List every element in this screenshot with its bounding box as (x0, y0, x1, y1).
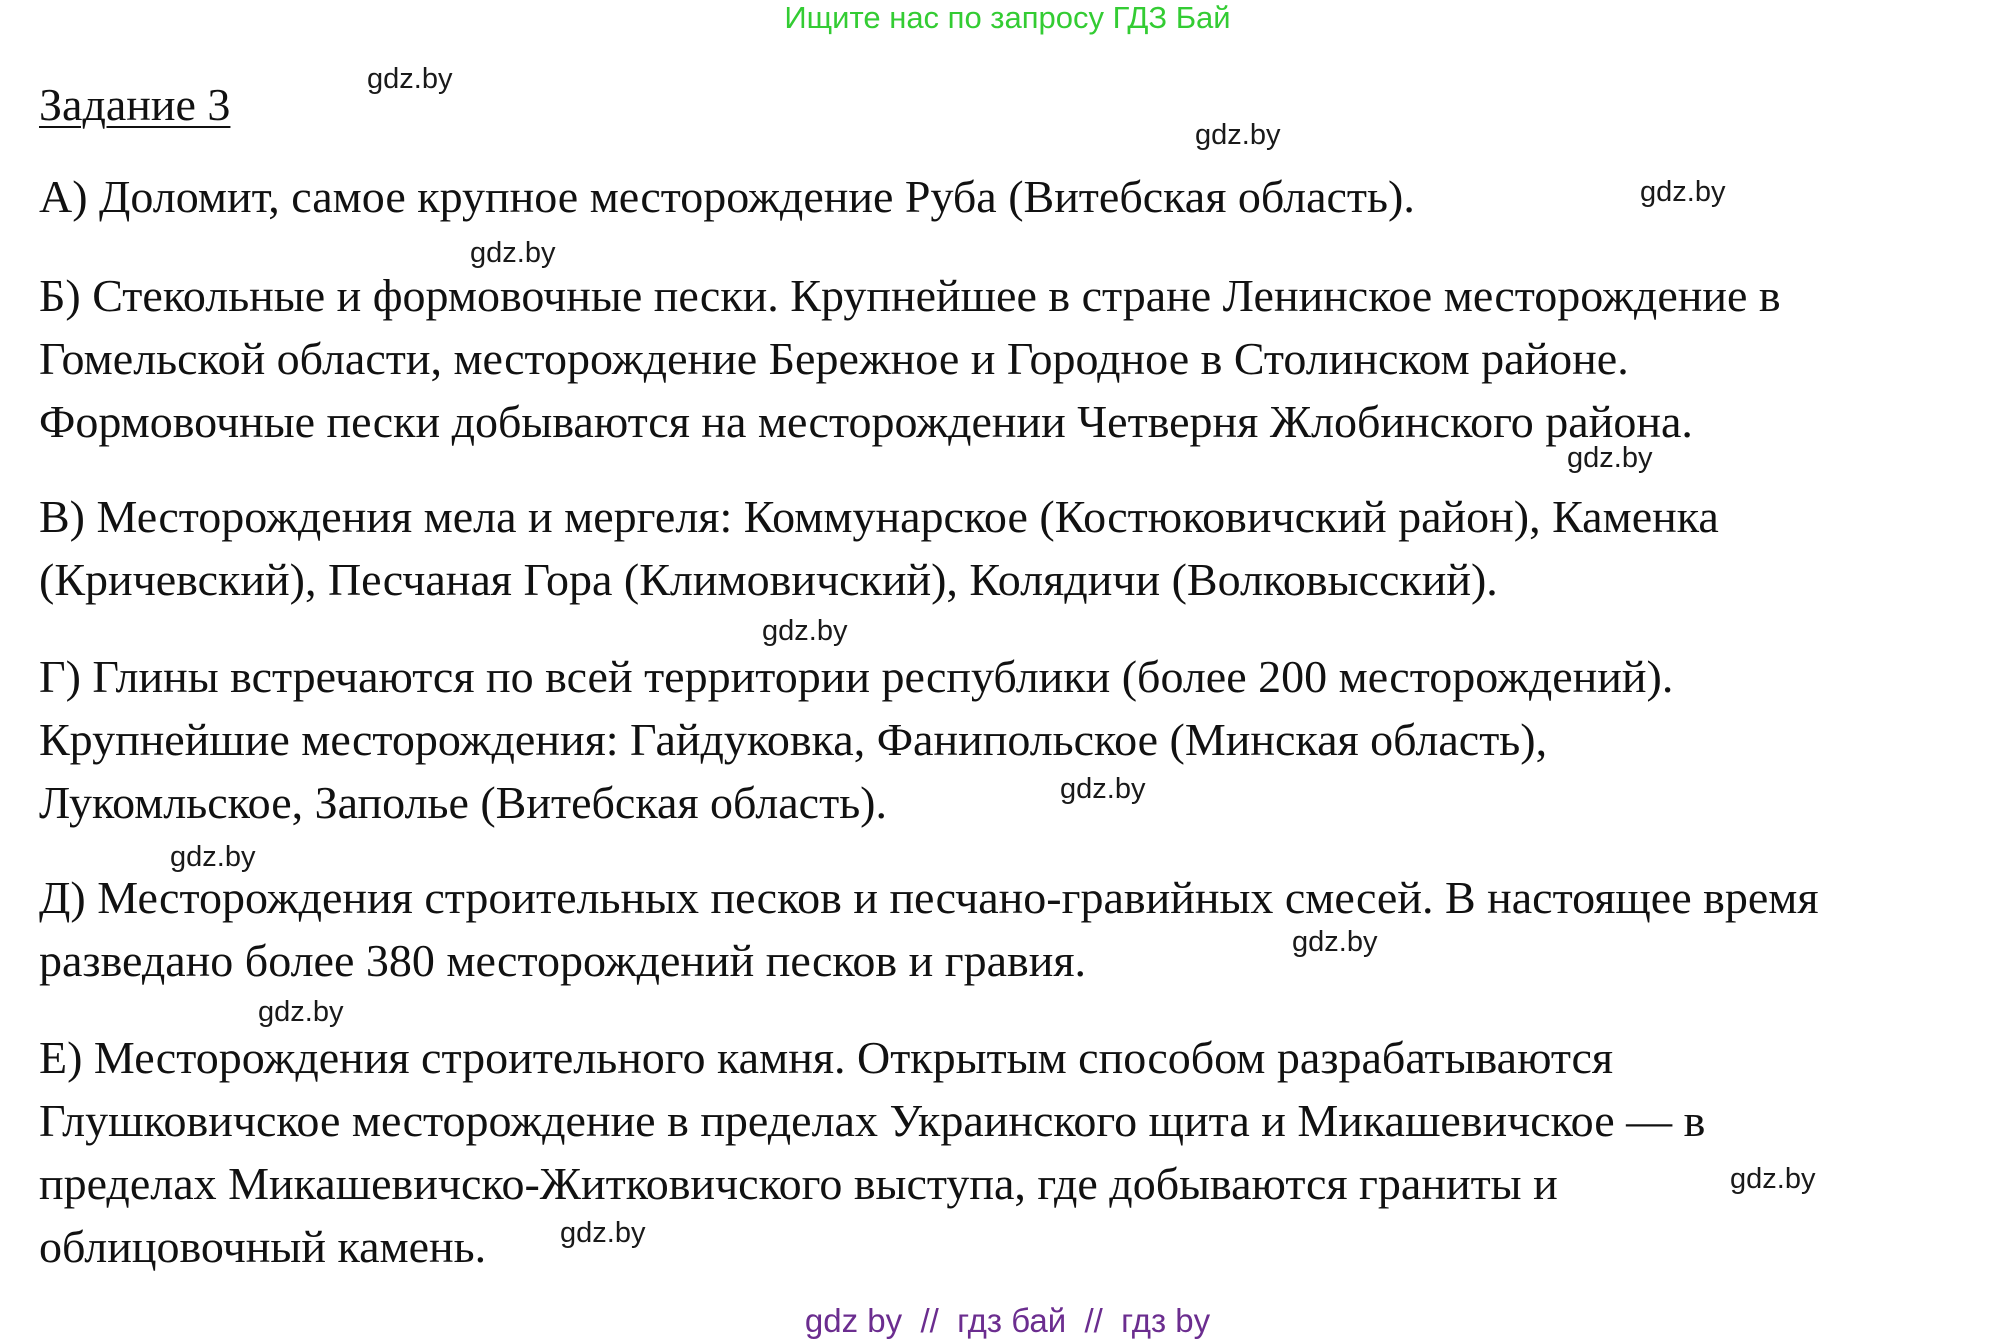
paragraph-line: Лукомльское, Заполье (Витебская область). (39, 777, 887, 828)
paragraph-line: (Кричевский), Песчаная Гора (Климовичский), Колядичи (Волковысский). (39, 554, 1498, 605)
paragraph-line: пределах Микашевичско-Житковичского выступа, где добываются граниты и (39, 1158, 1558, 1209)
paragraph-line: облицовочный камень. (39, 1221, 487, 1272)
watermark: gdz.by (367, 63, 453, 95)
paragraph-line: Глушковичское месторождение в пределах Украинского щита и Микашевичское — в (39, 1095, 1706, 1146)
watermark: gdz.by (1195, 119, 1281, 151)
watermark: gdz.by (170, 841, 256, 873)
paragraph-line: Гомельской области, месторождение Бережное и Городное в Столинском районе. (39, 333, 1629, 384)
paragraph-line: А) Доломит, самое крупное месторождение Руба (Витебская область). (39, 171, 1415, 222)
watermark: gdz.by (1567, 442, 1653, 474)
footer-brand-links[interactable]: gdz by // гдз бай // гдз by (804, 1302, 1211, 1339)
watermark: gdz.by (1292, 926, 1378, 958)
paragraph-b (39, 264, 1781, 453)
search-hint-banner: Ищите нас по запросу ГДЗ Бай (784, 0, 1231, 35)
paragraph-line: В) Месторождения мела и мергеля: Коммунарское (Костюковичский район), Каменка (39, 491, 1719, 542)
paragraph-line: Формовочные пески добываются на месторождении Четверня Жлобинского района. (39, 396, 1693, 447)
watermark: gdz.by (560, 1217, 646, 1249)
watermark: gdz.by (470, 237, 556, 269)
paragraph-g (39, 645, 1673, 834)
watermark: gdz.by (762, 615, 848, 647)
paragraph-line: Д) Месторождения строительных песков и песчано-гравийных смесей. В настоящее время (39, 872, 1819, 923)
paragraph-line: Крупнейшие месторождения: Гайдуковка, Фанипольское (Минская область), (39, 714, 1548, 765)
paragraph-d (39, 866, 1819, 992)
paragraph-line: разведано более 380 месторождений песков и гравия. (39, 935, 1086, 986)
watermark: gdz.by (1060, 773, 1146, 805)
task-title: Задание 3 (39, 79, 231, 130)
paragraph-v (39, 485, 1719, 611)
paragraph-a (39, 165, 1415, 228)
watermark: gdz.by (1730, 1163, 1816, 1195)
paragraph-e (39, 1026, 1705, 1278)
watermark: gdz.by (258, 996, 344, 1028)
paragraph-line: Г) Глины встречаются по всей территории республики (более 200 месторождений). (39, 651, 1674, 702)
watermark: gdz.by (1640, 176, 1726, 208)
paragraph-line: Е) Месторождения строительного камня. Открытым способом разрабатываются (39, 1032, 1614, 1083)
paragraph-line: Б) Стекольные и формовочные пески. Крупнейшее в стране Ленинское месторождение в (39, 270, 1781, 321)
